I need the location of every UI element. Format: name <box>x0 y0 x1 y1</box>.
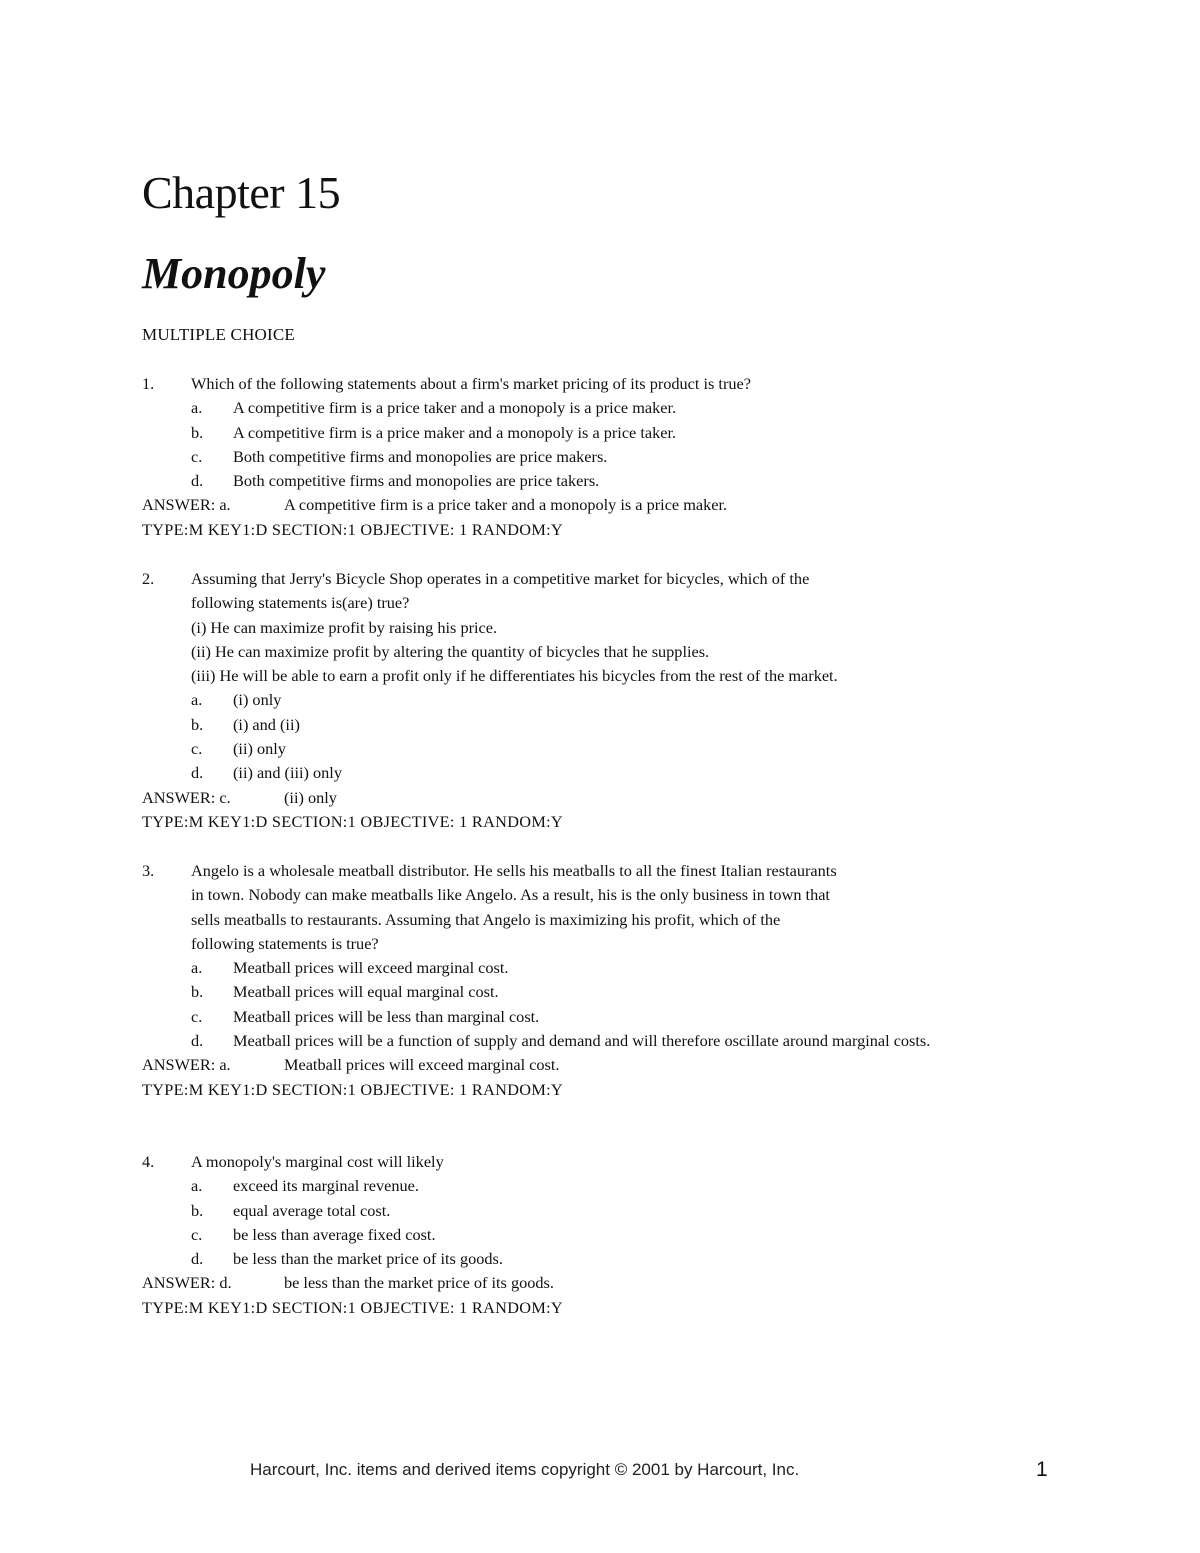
answer-option: d. be less than the market price of its goods. <box>191 1249 503 1269</box>
question-metadata: TYPE:M KEY1:D SECTION:1 OBJECTIVE: 1 RANDOM:Y <box>142 1297 563 1317</box>
answer-option: a. Meatball prices will exceed marginal cost. <box>191 958 509 978</box>
question-number: 4. <box>142 1152 155 1171</box>
question-stem-line: sells meatballs to restaurants. Assuming that Angelo is maximizing his profit, which of the <box>191 909 781 929</box>
question-stem-line: 3. Angelo is a wholesale meatball distributor. He sells his meatballs to all the finest Italian restaurants <box>142 859 1062 883</box>
answer-option: c. be less than average fixed cost. <box>191 1224 436 1244</box>
answer-option: d. (ii) and (iii) only <box>191 763 342 783</box>
page-number: 1 <box>1036 1458 1048 1481</box>
section-heading: MULTIPLE CHOICE <box>142 325 296 344</box>
chapter-title: Chapter 15 <box>142 167 341 218</box>
answer-option: b. Meatball prices will equal marginal cost. <box>191 982 499 1002</box>
answer-key: ANSWER: c. (ii) only <box>142 787 337 807</box>
question-3 <box>142 859 1062 1102</box>
answer-option: b. (i) and (ii) <box>191 714 300 734</box>
answer-option: b. A competitive firm is a price maker and a monopoly is a price taker. <box>191 422 677 442</box>
question-metadata: TYPE:M KEY1:D SECTION:1 OBJECTIVE: 1 RANDOM:Y <box>142 1079 563 1099</box>
question-2 <box>142 567 1062 834</box>
answer-option: b. equal average total cost. <box>191 1200 391 1220</box>
question-1 <box>142 372 1062 542</box>
question-number: 3. <box>142 861 155 880</box>
question-stem-line: in town. Nobody can make meatballs like Angelo. As a result, his is the only business in town that <box>191 885 830 905</box>
answer-option: a. A competitive firm is a price taker and a monopoly is a price maker. <box>191 398 677 418</box>
question-number: 2. <box>142 569 155 588</box>
question-stem-line: following statements is true? <box>191 933 379 953</box>
question-metadata: TYPE:M KEY1:D SECTION:1 OBJECTIVE: 1 RANDOM:Y <box>142 811 563 831</box>
answer-option: c. Meatball prices will be less than marginal cost. <box>191 1006 540 1026</box>
question-stem-line: 4. A monopoly's marginal cost will likely <box>142 1150 1062 1174</box>
answer-option: a. (i) only <box>191 690 282 710</box>
question-metadata: TYPE:M KEY1:D SECTION:1 OBJECTIVE: 1 RANDOM:Y <box>142 519 563 539</box>
question-stem-line: (ii) He can maximize profit by altering the quantity of bicycles that he supplies. <box>191 641 710 661</box>
answer-key: ANSWER: a. Meatball prices will exceed marginal cost. <box>142 1055 560 1075</box>
question-number: 1. <box>142 374 155 393</box>
question-stem-line: 1. Which of the following statements about a firm's market pricing of its product is true? <box>142 372 1062 396</box>
question-stem-line: following statements is(are) true? <box>191 593 410 613</box>
chapter-subtitle: Monopoly <box>142 249 326 298</box>
answer-key: ANSWER: d. be less than the market price of its goods. <box>142 1273 554 1293</box>
question-4 <box>142 1150 1062 1320</box>
answer-key: ANSWER: a. A competitive firm is a price taker and a monopoly is a price maker. <box>142 495 728 515</box>
answer-option: d. Meatball prices will be a function of supply and demand and will therefore oscillate around marginal costs. <box>191 1031 931 1051</box>
page-footer-copyright: Harcourt, Inc. items and derived items copyright © 2001 by Harcourt, Inc. <box>250 1460 800 1479</box>
question-stem-line: (iii) He will be able to earn a profit only if he differentiates his bicycles from the rest of the market. <box>191 666 838 686</box>
answer-option: a. exceed its marginal revenue. <box>191 1176 419 1196</box>
answer-option: c. (ii) only <box>191 739 286 759</box>
answer-option: c. Both competitive firms and monopolies are price makers. <box>191 446 608 466</box>
answer-option: d. Both competitive firms and monopolies are price takers. <box>191 471 600 491</box>
question-stem-line: 2. Assuming that Jerry's Bicycle Shop operates in a competitive market for bicycles, which of the <box>142 567 1062 591</box>
question-stem-line: (i) He can maximize profit by raising his price. <box>191 617 498 637</box>
